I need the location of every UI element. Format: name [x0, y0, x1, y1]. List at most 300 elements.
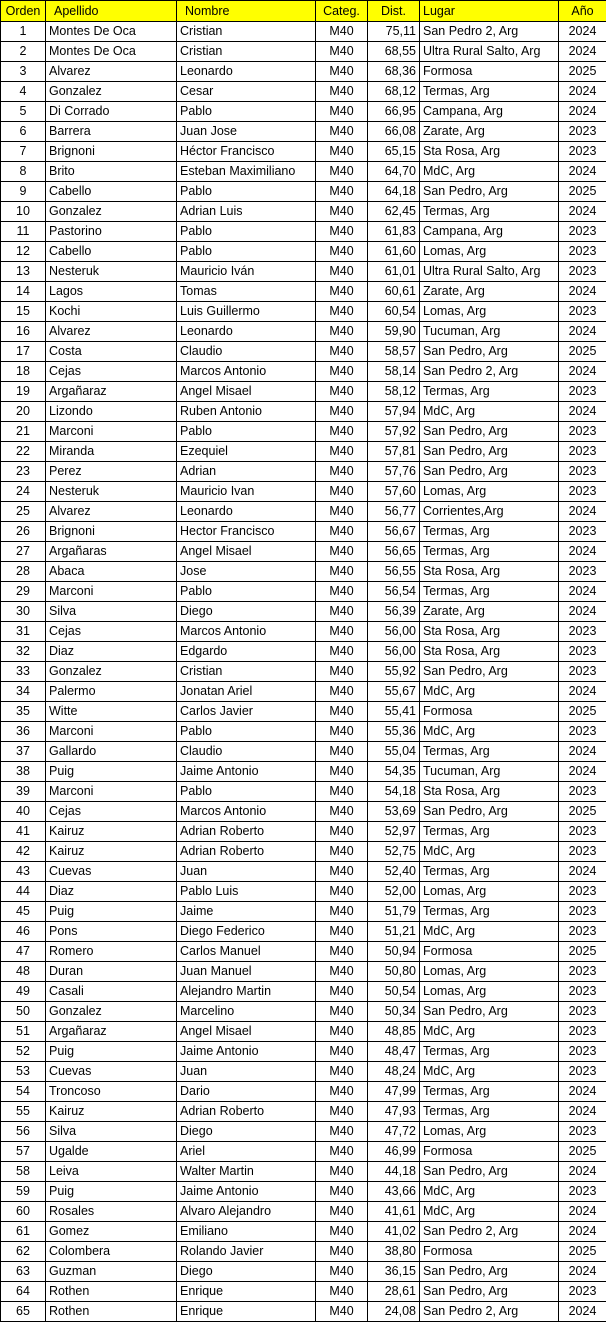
cell-lugar: San Pedro 2, Arg: [420, 22, 559, 42]
cell-anio: 2025: [559, 182, 606, 202]
cell-apellido: Cejas: [46, 802, 177, 822]
table-row: [1, 1162, 606, 1182]
table-row: [1, 722, 606, 742]
table-row: [1, 202, 606, 222]
cell-apellido: Casali: [46, 982, 177, 1002]
cell-lugar: Lomas, Arg: [420, 962, 559, 982]
cell-categ: M40: [316, 1182, 368, 1202]
header-apellido: Apellido: [46, 1, 177, 22]
cell-apellido: Argañaras: [46, 542, 177, 562]
cell-apellido: Marconi: [46, 422, 177, 442]
cell-nombre: Adrian Roberto: [177, 842, 316, 862]
cell-orden: 45: [1, 902, 46, 922]
cell-orden: 61: [1, 1222, 46, 1242]
table-row: [1, 682, 606, 702]
cell-lugar: Formosa: [420, 62, 559, 82]
cell-nombre: Hector Francisco: [177, 522, 316, 542]
table-row: [1, 162, 606, 182]
table-row: [1, 42, 606, 62]
table-row: [1, 762, 606, 782]
cell-nombre: Ezequiel: [177, 442, 316, 462]
cell-lugar: Termas, Arg: [420, 1042, 559, 1062]
cell-orden: 33: [1, 662, 46, 682]
cell-dist: 56,55: [368, 562, 420, 582]
table-row: [1, 902, 606, 922]
cell-lugar: San Pedro 2, Arg: [420, 362, 559, 382]
cell-orden: 34: [1, 682, 46, 702]
cell-orden: 41: [1, 822, 46, 842]
cell-dist: 58,12: [368, 382, 420, 402]
cell-anio: 2024: [559, 22, 606, 42]
cell-categ: M40: [316, 442, 368, 462]
cell-orden: 2: [1, 42, 46, 62]
cell-apellido: Kairuz: [46, 822, 177, 842]
cell-anio: 2023: [559, 1042, 606, 1062]
cell-anio: 2024: [559, 1082, 606, 1102]
cell-nombre: Claudio: [177, 342, 316, 362]
table-row: [1, 862, 606, 882]
cell-categ: M40: [316, 162, 368, 182]
cell-apellido: Brito: [46, 162, 177, 182]
cell-lugar: MdC, Arg: [420, 922, 559, 942]
cell-categ: M40: [316, 562, 368, 582]
cell-nombre: Leonardo: [177, 322, 316, 342]
cell-nombre: Claudio: [177, 742, 316, 762]
cell-nombre: Jaime: [177, 902, 316, 922]
cell-categ: M40: [316, 642, 368, 662]
cell-categ: M40: [316, 1162, 368, 1182]
cell-nombre: Emiliano: [177, 1222, 316, 1242]
cell-categ: M40: [316, 1242, 368, 1262]
header-dist: Dist.: [368, 1, 420, 22]
cell-apellido: Puig: [46, 1182, 177, 1202]
cell-orden: 57: [1, 1142, 46, 1162]
cell-categ: M40: [316, 962, 368, 982]
cell-nombre: Pablo: [177, 422, 316, 442]
cell-categ: M40: [316, 182, 368, 202]
cell-dist: 36,15: [368, 1262, 420, 1282]
cell-lugar: Zarate, Arg: [420, 122, 559, 142]
table-row: [1, 602, 606, 622]
cell-nombre: Adrian Roberto: [177, 1102, 316, 1122]
cell-orden: 43: [1, 862, 46, 882]
table-row: [1, 402, 606, 422]
cell-apellido: Di Corrado: [46, 102, 177, 122]
cell-nombre: Ruben Antonio: [177, 402, 316, 422]
header-orden: Orden: [1, 1, 46, 22]
cell-categ: M40: [316, 42, 368, 62]
cell-dist: 48,24: [368, 1062, 420, 1082]
cell-orden: 25: [1, 502, 46, 522]
table-row: [1, 1082, 606, 1102]
cell-dist: 61,60: [368, 242, 420, 262]
cell-lugar: Tucuman, Arg: [420, 322, 559, 342]
cell-orden: 24: [1, 482, 46, 502]
cell-anio: 2023: [559, 782, 606, 802]
cell-dist: 55,41: [368, 702, 420, 722]
cell-categ: M40: [316, 102, 368, 122]
table-row: [1, 282, 606, 302]
cell-nombre: Diego Federico: [177, 922, 316, 942]
cell-apellido: Palermo: [46, 682, 177, 702]
cell-anio: 2023: [559, 262, 606, 282]
cell-lugar: Formosa: [420, 1242, 559, 1262]
cell-anio: 2023: [559, 822, 606, 842]
cell-nombre: Juan Jose: [177, 122, 316, 142]
cell-apellido: Marconi: [46, 582, 177, 602]
table-row: [1, 382, 606, 402]
cell-orden: 37: [1, 742, 46, 762]
cell-lugar: Lomas, Arg: [420, 302, 559, 322]
cell-dist: 66,08: [368, 122, 420, 142]
cell-dist: 51,79: [368, 902, 420, 922]
cell-lugar: Termas, Arg: [420, 902, 559, 922]
table-row: [1, 742, 606, 762]
cell-anio: 2025: [559, 1242, 606, 1262]
cell-apellido: Argañaraz: [46, 382, 177, 402]
cell-anio: 2023: [559, 522, 606, 542]
cell-lugar: Termas, Arg: [420, 582, 559, 602]
cell-lugar: Termas, Arg: [420, 82, 559, 102]
cell-apellido: Ugalde: [46, 1142, 177, 1162]
cell-anio: 2024: [559, 42, 606, 62]
cell-anio: 2024: [559, 1202, 606, 1222]
cell-apellido: Brignoni: [46, 142, 177, 162]
table-row: [1, 442, 606, 462]
cell-orden: 36: [1, 722, 46, 742]
cell-categ: M40: [316, 342, 368, 362]
cell-orden: 55: [1, 1102, 46, 1122]
cell-anio: 2025: [559, 942, 606, 962]
cell-apellido: Alvarez: [46, 62, 177, 82]
cell-apellido: Alvarez: [46, 502, 177, 522]
cell-apellido: Puig: [46, 902, 177, 922]
cell-nombre: Adrian Roberto: [177, 822, 316, 842]
cell-categ: M40: [316, 1222, 368, 1242]
cell-anio: 2024: [559, 322, 606, 342]
cell-orden: 60: [1, 1202, 46, 1222]
table-body: [1, 22, 606, 1322]
cell-lugar: Campana, Arg: [420, 222, 559, 242]
table-row: [1, 1222, 606, 1242]
cell-orden: 6: [1, 122, 46, 142]
cell-dist: 47,93: [368, 1102, 420, 1122]
cell-nombre: Pablo: [177, 582, 316, 602]
cell-categ: M40: [316, 922, 368, 942]
cell-dist: 52,40: [368, 862, 420, 882]
cell-lugar: San Pedro, Arg: [420, 182, 559, 202]
cell-orden: 13: [1, 262, 46, 282]
cell-lugar: MdC, Arg: [420, 1202, 559, 1222]
cell-apellido: Gonzalez: [46, 662, 177, 682]
cell-anio: 2024: [559, 582, 606, 602]
cell-anio: 2024: [559, 82, 606, 102]
cell-lugar: San Pedro, Arg: [420, 1262, 559, 1282]
cell-orden: 22: [1, 442, 46, 462]
cell-categ: M40: [316, 702, 368, 722]
table-row: [1, 522, 606, 542]
cell-anio: 2023: [559, 122, 606, 142]
cell-anio: 2023: [559, 462, 606, 482]
cell-dist: 54,35: [368, 762, 420, 782]
table-row: [1, 322, 606, 342]
cell-lugar: Sta Rosa, Arg: [420, 642, 559, 662]
cell-anio: 2023: [559, 662, 606, 682]
cell-categ: M40: [316, 1202, 368, 1222]
cell-dist: 57,81: [368, 442, 420, 462]
cell-nombre: Juan: [177, 1062, 316, 1082]
cell-apellido: Troncoso: [46, 1082, 177, 1102]
cell-anio: 2024: [559, 762, 606, 782]
cell-apellido: Marconi: [46, 782, 177, 802]
cell-nombre: Enrique: [177, 1282, 316, 1302]
cell-orden: 50: [1, 1002, 46, 1022]
table-row: [1, 582, 606, 602]
cell-nombre: Walter Martin: [177, 1162, 316, 1182]
cell-lugar: Termas, Arg: [420, 542, 559, 562]
cell-dist: 56,65: [368, 542, 420, 562]
cell-lugar: Sta Rosa, Arg: [420, 562, 559, 582]
table-row: [1, 702, 606, 722]
cell-nombre: Juan Manuel: [177, 962, 316, 982]
cell-nombre: Dario: [177, 1082, 316, 1102]
cell-nombre: Leonardo: [177, 502, 316, 522]
cell-lugar: San Pedro, Arg: [420, 442, 559, 462]
cell-anio: 2023: [559, 562, 606, 582]
cell-orden: 20: [1, 402, 46, 422]
cell-anio: 2024: [559, 162, 606, 182]
cell-lugar: Termas, Arg: [420, 1082, 559, 1102]
table-row: [1, 122, 606, 142]
cell-orden: 10: [1, 202, 46, 222]
cell-anio: 2023: [559, 142, 606, 162]
cell-orden: 17: [1, 342, 46, 362]
cell-categ: M40: [316, 1262, 368, 1282]
cell-orden: 30: [1, 602, 46, 622]
cell-dist: 54,18: [368, 782, 420, 802]
cell-orden: 38: [1, 762, 46, 782]
cell-categ: M40: [316, 882, 368, 902]
table-row: [1, 222, 606, 242]
table-row: [1, 502, 606, 522]
cell-apellido: Cuevas: [46, 1062, 177, 1082]
cell-dist: 52,97: [368, 822, 420, 842]
cell-nombre: Angel Misael: [177, 382, 316, 402]
table-row: [1, 1062, 606, 1082]
cell-lugar: Sta Rosa, Arg: [420, 142, 559, 162]
cell-apellido: Duran: [46, 962, 177, 982]
cell-nombre: Jaime Antonio: [177, 1042, 316, 1062]
cell-nombre: Alvaro Alejandro: [177, 1202, 316, 1222]
cell-categ: M40: [316, 462, 368, 482]
cell-orden: 8: [1, 162, 46, 182]
cell-anio: 2023: [559, 482, 606, 502]
cell-nombre: Esteban Maximiliano: [177, 162, 316, 182]
cell-categ: M40: [316, 1002, 368, 1022]
cell-dist: 64,18: [368, 182, 420, 202]
cell-orden: 42: [1, 842, 46, 862]
cell-orden: 3: [1, 62, 46, 82]
header-lugar: Lugar: [420, 1, 559, 22]
cell-nombre: Marcos Antonio: [177, 622, 316, 642]
cell-anio: 2025: [559, 62, 606, 82]
cell-lugar: Termas, Arg: [420, 1102, 559, 1122]
cell-apellido: Abaca: [46, 562, 177, 582]
cell-apellido: Witte: [46, 702, 177, 722]
cell-anio: 2023: [559, 882, 606, 902]
cell-nombre: Jaime Antonio: [177, 1182, 316, 1202]
cell-lugar: MdC, Arg: [420, 1182, 559, 1202]
cell-dist: 48,47: [368, 1042, 420, 1062]
table-row: [1, 62, 606, 82]
cell-lugar: Termas, Arg: [420, 382, 559, 402]
cell-apellido: Argañaraz: [46, 1022, 177, 1042]
cell-lugar: Formosa: [420, 1142, 559, 1162]
cell-orden: 65: [1, 1302, 46, 1322]
cell-anio: 2024: [559, 102, 606, 122]
cell-categ: M40: [316, 1102, 368, 1122]
table-row: [1, 1302, 606, 1322]
cell-dist: 48,85: [368, 1022, 420, 1042]
cell-anio: 2024: [559, 682, 606, 702]
cell-lugar: San Pedro 2, Arg: [420, 1302, 559, 1322]
cell-orden: 58: [1, 1162, 46, 1182]
cell-apellido: Gomez: [46, 1222, 177, 1242]
cell-lugar: Termas, Arg: [420, 202, 559, 222]
cell-orden: 40: [1, 802, 46, 822]
cell-nombre: Carlos Javier: [177, 702, 316, 722]
cell-categ: M40: [316, 782, 368, 802]
cell-apellido: Brignoni: [46, 522, 177, 542]
cell-anio: 2023: [559, 442, 606, 462]
cell-nombre: Marcos Antonio: [177, 802, 316, 822]
cell-dist: 64,70: [368, 162, 420, 182]
cell-apellido: Puig: [46, 1042, 177, 1062]
cell-dist: 52,00: [368, 882, 420, 902]
cell-orden: 14: [1, 282, 46, 302]
cell-apellido: Guzman: [46, 1262, 177, 1282]
cell-nombre: Cristian: [177, 662, 316, 682]
cell-dist: 61,01: [368, 262, 420, 282]
cell-orden: 44: [1, 882, 46, 902]
cell-apellido: Rothen: [46, 1282, 177, 1302]
cell-anio: 2023: [559, 962, 606, 982]
cell-nombre: Jonatan Ariel: [177, 682, 316, 702]
table-row: [1, 22, 606, 42]
cell-anio: 2024: [559, 502, 606, 522]
cell-apellido: Lizondo: [46, 402, 177, 422]
cell-categ: M40: [316, 422, 368, 442]
cell-orden: 27: [1, 542, 46, 562]
cell-nombre: Cristian: [177, 42, 316, 62]
table-row: [1, 462, 606, 482]
cell-lugar: Zarate, Arg: [420, 602, 559, 622]
cell-anio: 2023: [559, 722, 606, 742]
table-row: [1, 142, 606, 162]
cell-nombre: Marcos Antonio: [177, 362, 316, 382]
cell-categ: M40: [316, 282, 368, 302]
cell-categ: M40: [316, 1282, 368, 1302]
cell-dist: 41,61: [368, 1202, 420, 1222]
cell-dist: 52,75: [368, 842, 420, 862]
cell-apellido: Kairuz: [46, 1102, 177, 1122]
table-row: [1, 542, 606, 562]
header-row: [1, 1, 606, 22]
cell-lugar: MdC, Arg: [420, 402, 559, 422]
cell-nombre: Alejandro Martin: [177, 982, 316, 1002]
cell-dist: 62,45: [368, 202, 420, 222]
table-row: [1, 1242, 606, 1262]
cell-anio: 2024: [559, 542, 606, 562]
cell-dist: 61,83: [368, 222, 420, 242]
cell-apellido: Costa: [46, 342, 177, 362]
cell-apellido: Cejas: [46, 362, 177, 382]
cell-apellido: Rosales: [46, 1202, 177, 1222]
cell-dist: 57,60: [368, 482, 420, 502]
table-row: [1, 622, 606, 642]
cell-orden: 35: [1, 702, 46, 722]
cell-categ: M40: [316, 1082, 368, 1102]
cell-anio: 2024: [559, 282, 606, 302]
cell-anio: 2024: [559, 862, 606, 882]
cell-nombre: Adrian: [177, 462, 316, 482]
table-row: [1, 822, 606, 842]
cell-dist: 60,54: [368, 302, 420, 322]
cell-apellido: Perez: [46, 462, 177, 482]
cell-apellido: Leiva: [46, 1162, 177, 1182]
cell-apellido: Romero: [46, 942, 177, 962]
cell-nombre: Pablo: [177, 102, 316, 122]
cell-lugar: Zarate, Arg: [420, 282, 559, 302]
cell-categ: M40: [316, 1302, 368, 1322]
cell-categ: M40: [316, 682, 368, 702]
cell-apellido: Rothen: [46, 1302, 177, 1322]
cell-nombre: Diego: [177, 1122, 316, 1142]
cell-dist: 50,34: [368, 1002, 420, 1022]
cell-nombre: Pablo: [177, 182, 316, 202]
cell-orden: 15: [1, 302, 46, 322]
table-row: [1, 982, 606, 1002]
cell-apellido: Cejas: [46, 622, 177, 642]
cell-categ: M40: [316, 622, 368, 642]
cell-orden: 49: [1, 982, 46, 1002]
cell-dist: 56,67: [368, 522, 420, 542]
cell-categ: M40: [316, 1042, 368, 1062]
cell-apellido: Cuevas: [46, 862, 177, 882]
cell-orden: 31: [1, 622, 46, 642]
table-row: [1, 262, 606, 282]
cell-categ: M40: [316, 322, 368, 342]
cell-anio: 2023: [559, 422, 606, 442]
cell-anio: 2023: [559, 1122, 606, 1142]
cell-dist: 68,12: [368, 82, 420, 102]
cell-dist: 28,61: [368, 1282, 420, 1302]
cell-apellido: Cabello: [46, 182, 177, 202]
cell-orden: 48: [1, 962, 46, 982]
cell-nombre: Diego: [177, 1262, 316, 1282]
table-row: [1, 782, 606, 802]
cell-anio: 2023: [559, 922, 606, 942]
cell-dist: 53,69: [368, 802, 420, 822]
cell-categ: M40: [316, 482, 368, 502]
table-row: [1, 1022, 606, 1042]
cell-apellido: Lagos: [46, 282, 177, 302]
cell-lugar: Termas, Arg: [420, 522, 559, 542]
cell-dist: 68,36: [368, 62, 420, 82]
table-row: [1, 302, 606, 322]
table-row: [1, 82, 606, 102]
table-row: [1, 1002, 606, 1022]
